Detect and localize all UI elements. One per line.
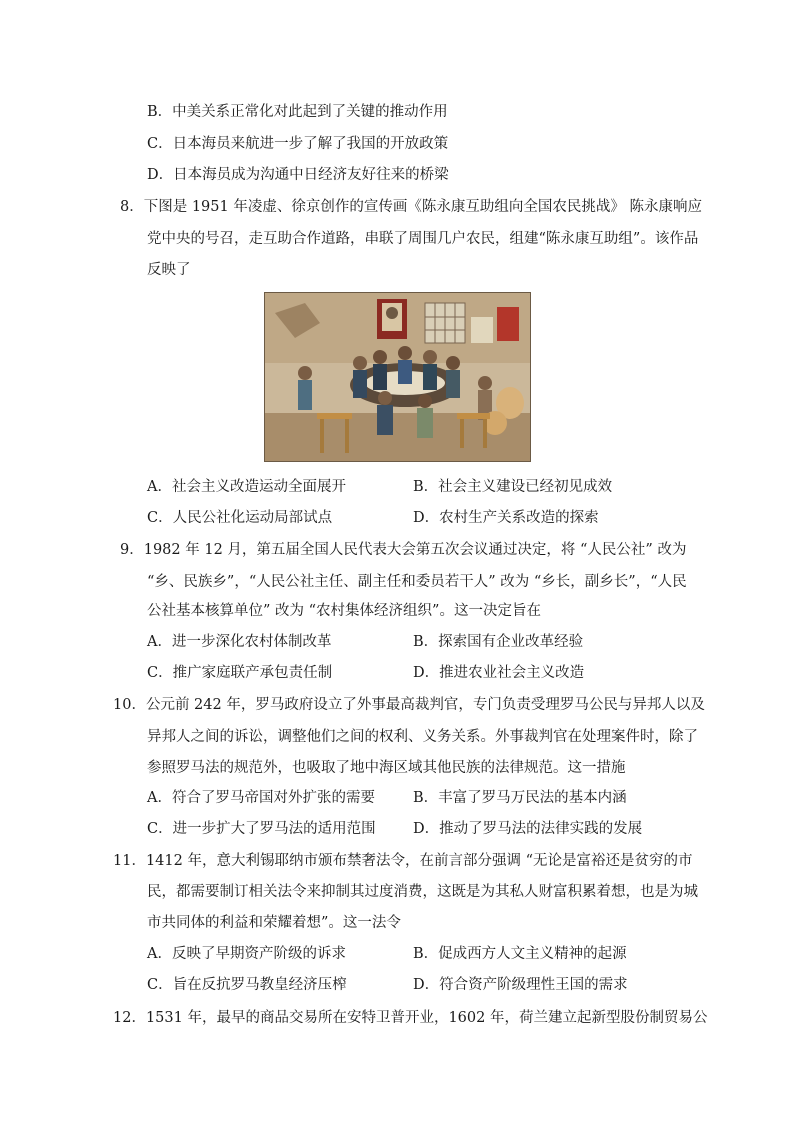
q11-stem-line3: 市共同体的利益和荣耀着想”。这一法令 (147, 915, 401, 931)
q10-option-c: C．进一步扩大了罗马法的适用范围 (147, 821, 376, 837)
q11-stem-line2: 民，都需要制订相关法令来抑制其过度消费，这既是为其私人财富积累着想，也是为城 (147, 884, 698, 900)
q8-stem-line1: 8．下图是 1951 年凌虚、徐京创作的宣传画《陈永康互助组向全国农民挑战》 陈永康响应 (120, 199, 702, 215)
q9-option-d: D．推进农业社会主义改造 (413, 665, 585, 681)
q9-stem-line1: 9．1982 年 12 月，第五届全国人民代表大会第五次会议通过决定，将 “人民公社” 改为 (120, 542, 687, 558)
q7-option-d: D．日本海员成为沟通中日经济友好往来的桥梁 (147, 167, 449, 183)
q9-option-b: B．探索国有企业改革经验 (413, 634, 584, 650)
q10-option-a: A．符合了罗马帝国对外扩张的需要 (147, 790, 375, 806)
q11-option-d: D．符合资产阶级理性王国的需求 (413, 977, 628, 993)
q9-stem-line3: 公社基本核算单位” 改为 “农村集体经济组织”。这一决定旨在 (147, 603, 541, 619)
q8-option-c: C．人民公社化运动局部试点 (147, 510, 333, 526)
q8-option-d: D．农村生产关系改造的探索 (413, 510, 599, 526)
q10-option-b: B．丰富了罗马万民法的基本内涵 (413, 790, 627, 806)
q9-stem-line2: “乡、民族乡”，“人民公社主任、副主任和委员若干人” 改为 “乡长，副乡长”，“人民 (147, 574, 687, 590)
q11-option-c: C．旨在反抗罗马教皇经济压榨 (147, 977, 347, 993)
q10-option-d: D．推动了罗马法的法律实践的发展 (413, 821, 643, 837)
q8-option-a: A．社会主义改造运动全面展开 (147, 479, 346, 495)
propaganda-painting (264, 292, 531, 462)
q8-stem-line3: 反映了 (147, 262, 191, 278)
q10-stem-line2: 异邦人之间的诉讼，调整他们之间的权利、义务关系。外事裁判官在处理案件时，除了 (147, 729, 698, 745)
q10-stem-line1: 10．公元前 242 年，罗马政府设立了外事最高裁判官，专门负责受理罗马公民与异邦人以及 (113, 697, 705, 713)
q7-option-c: C．日本海员来航进一步了解了我国的开放政策 (147, 136, 449, 152)
q10-stem-line3: 参照罗马法的规范外，也吸取了地中海区域其他民族的法律规范。这一措施 (147, 760, 626, 776)
q11-option-a: A．反映了早期资产阶级的诉求 (147, 946, 346, 962)
q9-option-a: A．进一步深化农村体制改革 (147, 634, 332, 650)
q8-stem-line2: 党中央的号召，走互助合作道路，串联了周围几户农民，组建“陈永康互助组”。该作品 (147, 231, 699, 247)
q12-stem-line1: 12．1531 年，最早的商品交易所在安特卫普开业，1602 年，荷兰建立起新型股份制贸易公 (113, 1010, 708, 1026)
q11-stem-line1: 11．1412 年，意大利锡耶纳市颁布禁奢法令，在前言部分强调 “无论是富裕还是贫穷的市 (113, 853, 693, 869)
q7-option-b: B．中美关系正常化对此起到了关键的推动作用 (147, 104, 448, 120)
q11-option-b: B．促成西方人文主义精神的起源 (413, 946, 627, 962)
q8-option-b: B．社会主义建设已经初见成效 (413, 479, 613, 495)
q9-option-c: C．推广家庭联产承包责任制 (147, 665, 333, 681)
